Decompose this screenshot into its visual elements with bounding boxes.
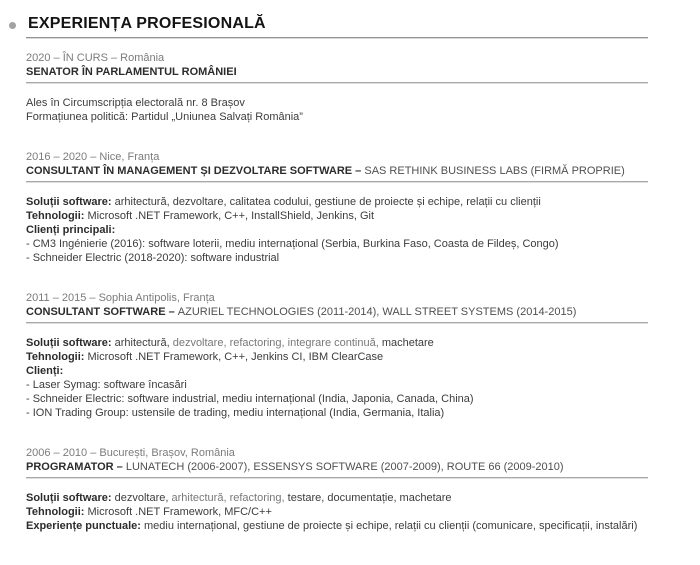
body-text-segment: - Laser Symag: software încasări [26,379,187,391]
entry-body-line [26,110,648,124]
body-text-segment: Soluții software: [26,196,112,208]
body-text-segment: - Schneider Electric: software industrial, mediu internațional (India, Japonia, Canada, China) [26,393,474,405]
entry-body-line [26,336,648,350]
body-text-segment: Tehnologii: [26,506,85,518]
body-text-segment: Tehnologii: [26,351,85,363]
entry-divider [26,477,648,479]
body-text-segment: arhitectură, [111,337,173,349]
body-text-segment: Formațiunea politică: Partidul „Uniunea Salvați România” [26,111,303,123]
entry-company: LUNATECH (2006-2007), ESSENSYS SOFTWARE (2007-2009), ROUTE 66 (2009-2010) [125,461,564,473]
entry-body [26,195,648,265]
entry-body-line [26,223,648,237]
entry-body-line [26,378,648,392]
body-text-segment: Clienți principali: [26,224,116,236]
section-bullet-icon [9,22,16,29]
entry-job-title: PROGRAMATOR – [26,461,126,473]
entry-body-line [26,519,648,533]
entry-body-line [26,491,648,505]
body-text-segment: dezvoltare, [111,492,172,504]
entry-body-line [26,237,648,251]
entry-body [26,491,648,533]
entry-job-title: SENATOR ÎN PARLAMENTUL ROMÂNIEI [26,66,237,78]
experience-entry [26,150,648,265]
section-underline [26,37,648,39]
body-text-segment: dezvoltare, refactoring, integrare continuă, [172,337,379,349]
entry-divider [26,82,648,84]
body-text-segment: Soluții software: [26,337,112,349]
entry-body-line [26,364,648,378]
body-text-segment: Tehnologii: [26,210,85,222]
section-header [26,13,648,39]
entry-body [26,336,648,420]
body-text-segment: Ales în Circumscripția electorală nr. 8 Brașov [26,97,245,109]
section-title: EXPERIENȚA PROFESIONALĂ [28,15,266,32]
entry-body-line [26,392,648,406]
entry-period: 2006 – 2010 – București, Brașov, România [26,447,235,459]
entry-period: 2011 – 2015 – Sophia Antipolis, Franța [26,292,215,304]
entry-period: 2020 – ÎN CURS – România [26,52,165,64]
body-text-segment: arhitectură, refactoring, [171,492,285,504]
entry-body-line [26,195,648,209]
body-text-segment: Microsoft .NET Framework, C++, InstallShield, Jenkins, Git [84,210,375,222]
experience-entries [26,51,648,533]
experience-entry [26,446,648,533]
entry-title-line [26,305,648,319]
entry-body-line [26,505,648,519]
entry-divider [26,181,648,183]
entry-body-line [26,406,648,420]
entry-body [26,96,648,124]
body-text-segment: arhitectură, dezvoltare, calitatea codului, gestiune de proiecte și echipe, relații cu clienții [111,196,541,208]
entry-body-line [26,209,648,223]
experience-entry [26,51,648,124]
entry-title-line [26,460,648,474]
entry-title-line [26,164,648,178]
entry-divider [26,322,648,324]
entry-body-line [26,350,648,364]
entry-company: SAS RETHINK BUSINESS LABS (FIRMĂ PROPRIE) [364,165,625,177]
body-text-segment: testare, documentație, machetare [284,492,452,504]
body-text-segment: - ION Trading Group: ustensile de trading, mediu internațional (India, Germania, Italia) [26,407,445,419]
entry-period: 2016 – 2020 – Nice, Franța [26,151,160,163]
entry-body-line [26,96,648,110]
body-text-segment: Soluții software: [26,492,112,504]
body-text-segment: Microsoft .NET Framework, MFC/C++ [84,506,272,518]
entry-body-line [26,251,648,265]
body-text-segment: mediu internațional, gestiune de proiecte și echipe, relații cu clienții (comunicare, specificații, instalări) [140,520,638,532]
entry-title-line [26,65,648,79]
body-text-segment: Microsoft .NET Framework, C++, Jenkins CI, IBM ClearCase [84,351,384,363]
entry-job-title: CONSULTANT ÎN MANAGEMENT ȘI DEZVOLTARE SOFTWARE – [26,165,365,177]
entry-company: AZURIEL TECHNOLOGIES (2011-2014), WALL STREET SYSTEMS (2014-2015) [177,306,577,318]
body-text-segment: - Schneider Electric (2018-2020): software industrial [26,252,280,264]
body-text-segment: machetare [378,337,434,349]
body-text-segment: Experiențe punctuale: [26,520,141,532]
experience-entry [26,291,648,420]
entry-job-title: CONSULTANT SOFTWARE – [26,306,178,318]
body-text-segment: - CM3 Ingénierie (2016): software loterii, mediu internațional (Serbia, Burkina Faso, Coasta de Fildeș, Congo) [26,238,559,250]
body-text-segment: Clienți: [26,365,64,377]
